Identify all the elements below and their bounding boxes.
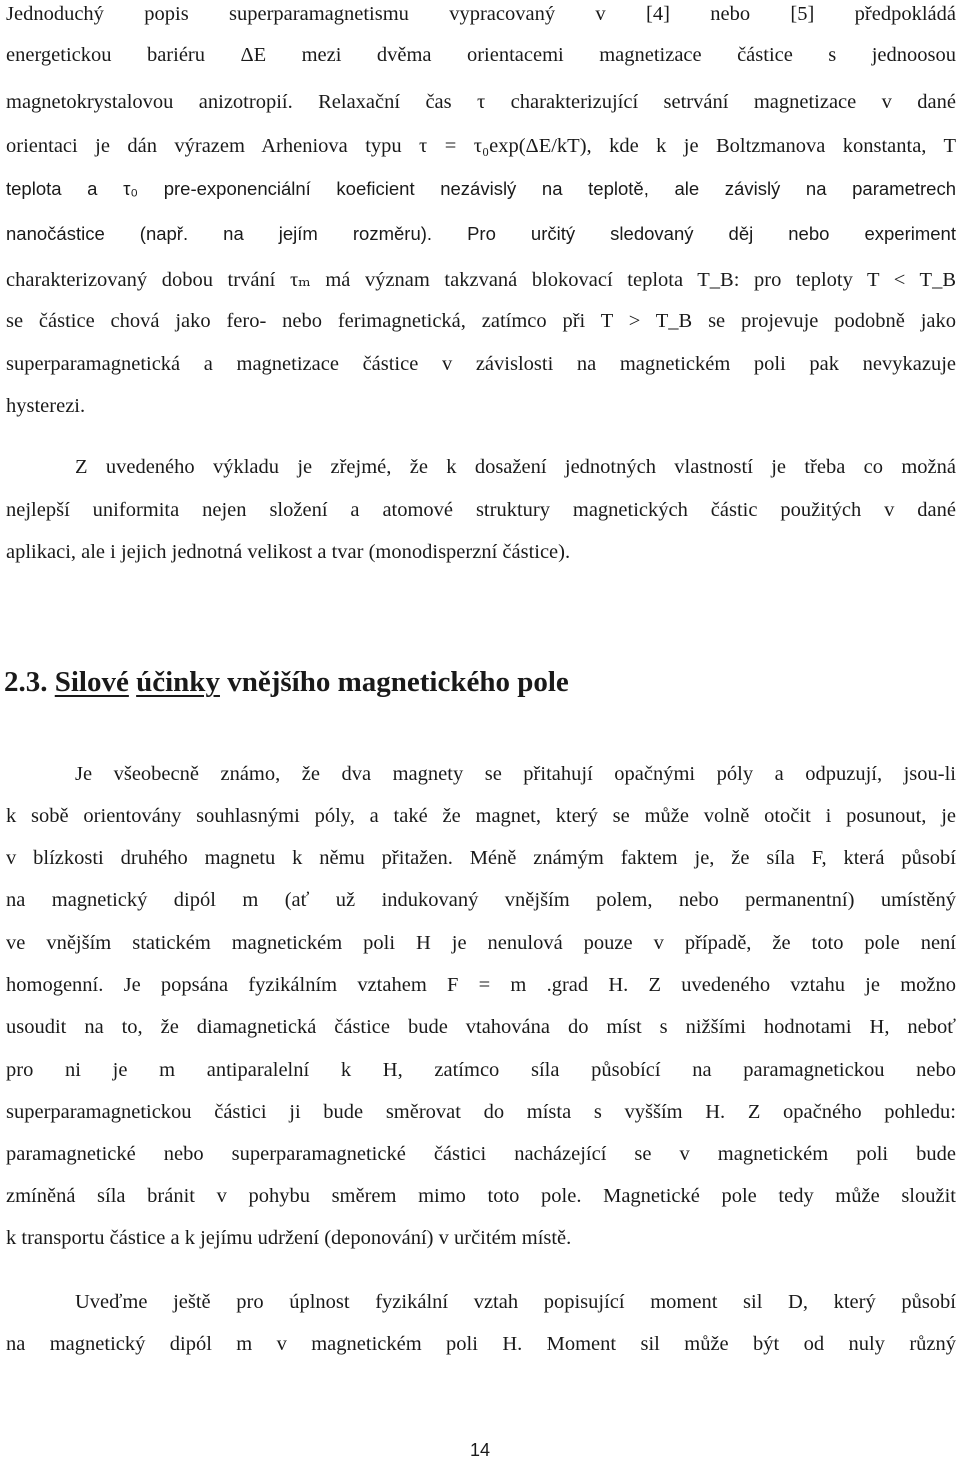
paragraph-2-line-1: Z uvedeného výkladu je zřejmé, že k dosažení jednotných vlastností je třeba co možná xyxy=(75,456,956,478)
heading-rest: vnějšího magnetického pole xyxy=(227,666,569,698)
paragraph-3-line-2: k sobě orientovány souhlasnými póly, a také že magnet, který se může volně otočit i posunout, je xyxy=(6,805,956,827)
paragraph-3-line-9: superparamagnetickou částici ji bude směrovat do místa s vyšším H. Z opačného pohledu: xyxy=(6,1101,956,1123)
paragraph-1-line-2: energetickou bariéru ΔE mezi dvěma orientacemi magnetizace částice s jednoosou xyxy=(6,44,956,66)
paragraph-1-line-5: teplota a τ₀ pre-exponenciální koeficient nezávislý na teplotě, ale závislý na parametrech xyxy=(6,178,956,199)
paragraph-1-line-10: hysterezi. xyxy=(6,395,86,417)
paragraph-3-line-5: ve vnějším statickém magnetickém poli H je nenulová pouze v případě, že toto pole není xyxy=(6,932,956,954)
heading-word-1: Silové xyxy=(54,666,129,698)
paragraph-4-line-1: Uveďme ještě pro úplnost fyzikální vztah popisující moment sil D, který působí xyxy=(75,1291,956,1313)
paragraph-1-line-9: superparamagnetická a magnetizace částice v závislosti na magnetickém poli pak nevykazuje xyxy=(6,353,956,375)
heading-word-2: účinky xyxy=(136,666,220,698)
section-number: 2.3. xyxy=(4,666,48,698)
paragraph-3-line-8: pro ni je m antiparalelní k H, zatímco síla působící na paramagnetickou nebo xyxy=(6,1059,956,1081)
paragraph-3-line-6: homogenní. Je popsána fyzikálním vztahem F = m .grad H. Z uvedeného vztahu je možno xyxy=(6,974,956,996)
paragraph-3-line-12: k transportu částice a k jejímu udržení (deponování) v určitém místě. xyxy=(6,1227,572,1249)
paragraph-4-line-2: na magnetický dipól m v magnetickém poli H. Moment sil může být od nuly různý xyxy=(6,1333,956,1355)
paragraph-1-line-6: nanočástice (např. na jejím rozměru). Pro určitý sledovaný děj nebo experiment xyxy=(6,223,956,244)
paragraph-1-line-1: Jednoduchý popis superparamagnetismu vypracovaný v [4] nebo [5] předpokládá xyxy=(6,3,956,25)
paragraph-3-line-7: usoudit na to, že diamagnetická částice bude vtahována do míst s nižšími hodnotami H, neboť xyxy=(6,1016,956,1038)
paragraph-2-line-2: nejlepší uniformita nejen složení a atomové struktury magnetických částic použitých v dané xyxy=(6,499,956,521)
paragraph-3-line-4: na magnetický dipól m (ať už indukovaný vnějším polem, nebo permanentní) umístěný xyxy=(6,889,956,911)
paragraph-1-line-4: orientaci je dán výrazem Arheniova typu τ = τ₀exp(ΔE/kT), kde k je Boltzmanova konstanta, T xyxy=(6,135,956,157)
paragraph-3-line-10: paramagnetické nebo superparamagnetické částici nacházející se v magnetickém poli bude xyxy=(6,1143,956,1165)
section-heading xyxy=(4,664,569,700)
paragraph-3-line-1: Je všeobecně známo, že dva magnety se přitahují opačnými póly a odpuzují, jsou-li xyxy=(75,763,956,785)
paragraph-1-line-8: se částice chová jako fero- nebo ferimagnetická, zatímco při T > T_B se projevuje podobně jako xyxy=(6,310,956,332)
paragraph-1-line-7: charakterizovaný dobou trvání τₘ má význam takzvaná blokovací teplota T_B: pro teploty T < T_B xyxy=(6,269,956,291)
paragraph-1-line-3: magnetokrystalovou anizotropií. Relaxační čas τ charakterizující setrvání magnetizace v dané xyxy=(6,91,956,113)
paragraph-2-line-3: aplikaci, ale i jejich jednotná velikost a tvar (monodisperzní částice). xyxy=(6,541,571,563)
page-number: 14 xyxy=(469,1440,491,1460)
paragraph-3-line-11: zmíněná síla bránit v pohybu směrem mimo toto pole. Magnetické pole tedy může sloužit xyxy=(6,1185,956,1207)
paragraph-3-line-3: v blízkosti druhého magnetu k němu přitažen. Méně známým faktem je, že síla F, která působí xyxy=(6,847,956,869)
